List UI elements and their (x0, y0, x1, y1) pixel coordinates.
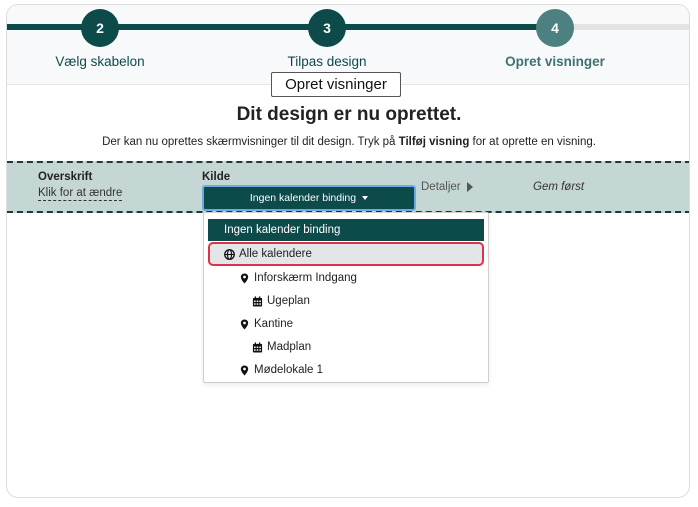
dropdown-item-inforskaerm-indgang[interactable] (239, 272, 357, 284)
dropdown-item-label: Madplan (267, 341, 312, 353)
dropdown-item-label: Inforskærm Indgang (254, 272, 357, 284)
subtitle-bold: Tilføj visning (398, 136, 470, 148)
map-marker-icon (239, 319, 250, 330)
dropdown-item-modelokale-1[interactable] (239, 364, 323, 376)
map-marker-icon (239, 273, 250, 284)
dropdown-item-no-binding[interactable]: Ingen kalender binding (208, 219, 484, 241)
heading-column-label: Overskrift (38, 171, 93, 183)
view-row (7, 161, 690, 213)
dropdown-item-all-calendars[interactable] (208, 242, 484, 266)
details-label: Detaljer (421, 181, 461, 193)
globe-icon (224, 249, 235, 260)
details-toggle[interactable] (421, 181, 473, 193)
dropdown-item-label: Mødelokale 1 (254, 364, 324, 376)
source-dropdown-button[interactable] (202, 185, 416, 211)
wizard-card (6, 4, 690, 498)
caret-down-icon (362, 196, 368, 200)
step-4-label: Opret visninger (505, 54, 605, 69)
step-2-circle[interactable]: 2 (81, 9, 119, 47)
page-subtitle (7, 136, 690, 148)
step-3-circle[interactable]: 3 (308, 9, 346, 47)
step-2-label[interactable]: Vælg skabelon (55, 54, 145, 69)
page-title: Dit design er nu oprettet. (236, 104, 462, 125)
calendar-icon (252, 296, 263, 307)
subtitle-text-before: Der kan nu oprettes skærmvisninger til dit design. Tryk på (102, 136, 399, 148)
step-3-label[interactable]: Tilpas design (287, 54, 367, 69)
step-4-circle: 4 (536, 9, 574, 47)
save-first-notice: Gem først (533, 181, 585, 193)
dropdown-item-ugeplan[interactable] (252, 295, 310, 307)
stepper-progress-remaining (561, 24, 690, 30)
dropdown-item-label: Ugeplan (267, 295, 310, 307)
dropdown-item-madplan[interactable] (252, 341, 311, 353)
map-marker-icon (239, 365, 250, 376)
source-column-label: Kilde (202, 171, 231, 183)
create-views-button[interactable]: Opret visninger (271, 72, 401, 97)
dropdown-item-label: Alle kalendere (239, 248, 312, 260)
source-dropdown-label: Ingen kalender binding (249, 192, 357, 204)
calendar-icon (252, 342, 263, 353)
subtitle-text-after: for at oprette en visning. (469, 136, 596, 148)
source-dropdown-menu (203, 212, 489, 383)
caret-right-icon (467, 182, 473, 192)
heading-edit-link[interactable]: Klik for at ændre (38, 187, 123, 199)
dropdown-item-kantine[interactable] (239, 318, 293, 330)
dropdown-item-label: Kantine (254, 318, 294, 330)
